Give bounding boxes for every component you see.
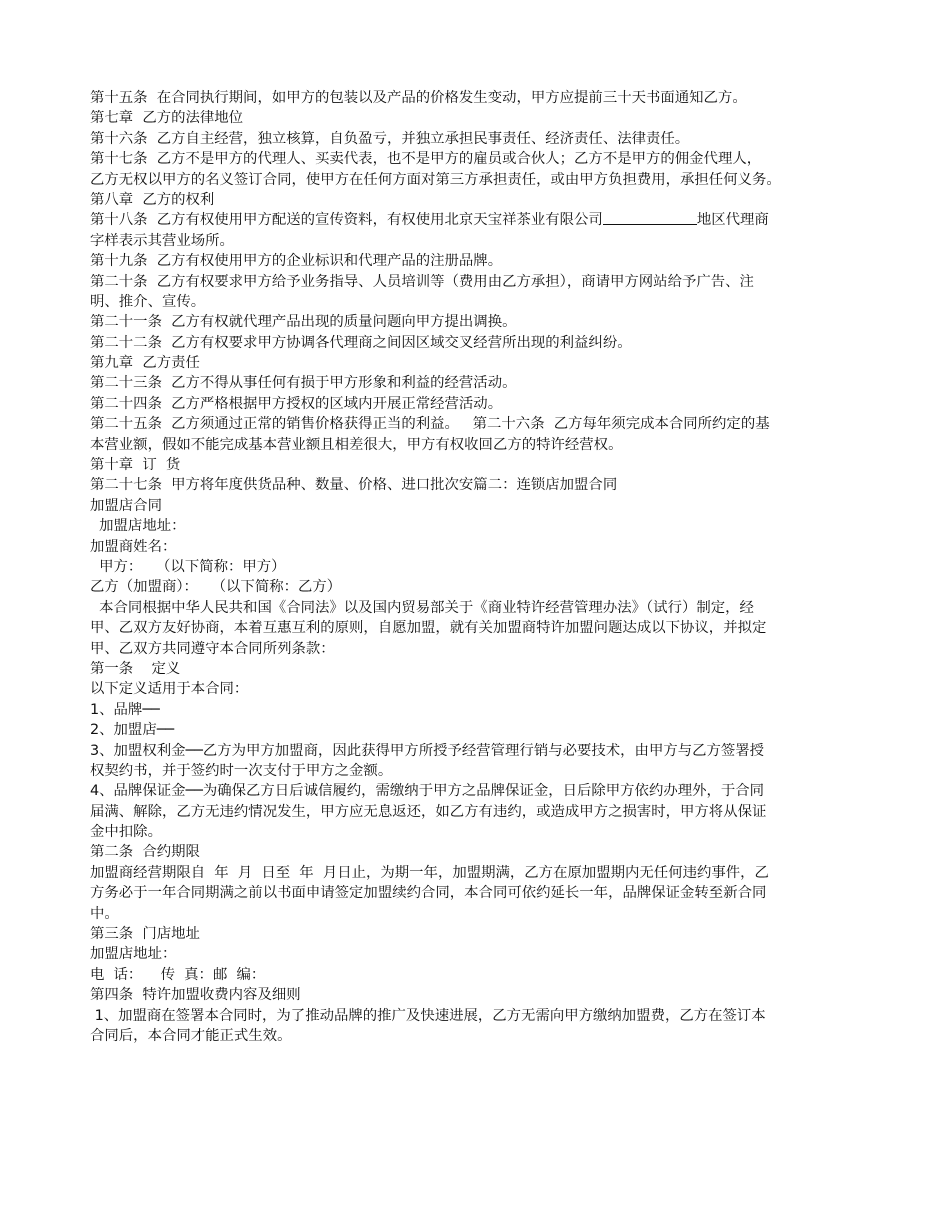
text-line: 中。 [90,905,119,922]
text-line: 加盟商经营期限自 年 月 日至 年 月日止，为期一年，加盟期满，乙方在原加盟期内无任何违约事件，乙 [90,864,769,881]
chapter-heading: 第十章 订 货 [90,457,181,474]
text-segment: 地区代理商 [696,212,769,229]
contract-document [90,88,870,1046]
text-line: 甲方： （以下简称：甲方） [90,558,286,575]
chapter-heading: 第八章 乙方的权利 [90,191,215,208]
text-line: 甲、乙双方共同遵守本合同所列条款： [90,640,335,657]
chapter-heading: 第七章 乙方的法律地位 [90,110,244,127]
text-line: 第二十二条 乙方有权要求甲方协调各代理商之间因区域交叉经营所出现的利益纠纷。 [90,334,632,351]
text-line: 乙方（加盟商）： （以下简称：乙方） [90,579,342,596]
text-line: 届满、解除，乙方无违约情况发生，甲方应无息返还，如乙方有违约，或造成甲方之损害时，甲方将从保证 [90,803,767,820]
text-line: 2、加盟店── [90,722,175,739]
article-heading: 第四条 特许加盟收费内容及细则 [90,987,301,1004]
text-line: 3、加盟权利金──乙方为甲方加盟商，因此获得甲方所授予经营管理行销与必要技术，由甲方与乙方签署授 [90,742,765,759]
text-line: 电 话： 传 真：邮 编： [90,966,266,983]
text-line: 加盟店地址： [90,946,177,963]
text-line: 第二十条 乙方有权要求甲方给予业务指导、人员培训等（费用由乙方承担），商请甲方网站给予广告、注 [90,273,754,290]
text-line: 第二十三条 乙方不得从事任何有损于甲方形象和利益的经营活动。 [90,375,517,392]
text-line: 第十五条 在合同执行期间，如甲方的包装以及产品的价格发生变动，甲方应提前三十天书面通知乙方。 [90,90,747,106]
text-line: 方务必于一年合同期满之前以书面申请签定加盟续约合同，本合同可依约延长一年，品牌保证金转至新合同 [90,885,767,902]
text-line: 字样表示其营业场所。 [90,232,234,249]
text-line: 以下定义适用于本合同： [90,681,249,698]
fill-in-blank [603,210,697,225]
text-line: 本营业额，假如不能完成基本营业额且相差很大，甲方有权收回乙方的特许经营权。 [90,436,623,453]
text-line: 4、品牌保证金──为确保乙方日后诚信履约，需缴纳于甲方之品牌保证金，日后除甲方依约办理外，于合同 [90,783,765,800]
text-line: 第二十五条 乙方须通过正常的销售价格获得正当的利益。 第二十六条 乙方每年须完成本合同所约定的基 [90,416,770,433]
text-line: 第二十四条 乙方严格根据甲方授权的区域内开展正常经营活动。 [90,395,503,412]
text-line: 加盟商姓名： [90,538,177,555]
text-segment: 第十八条 乙方有权使用甲方配送的宣传资料，有权使用北京天宝祥茶业有限公司 [90,212,603,229]
text-line: 金中扣除。 [90,824,162,841]
text-line: 权契约书，并于签约时一次支付于甲方之金额。 [90,762,393,779]
text-line: 第十九条 乙方有权使用甲方的企业标识和代理产品的注册品牌。 [90,253,503,270]
text-line: 第十七条 乙方不是甲方的代理人、买卖代表，也不是甲方的雇员或合伙人；乙方不是甲方的佣金代理人， [90,151,762,168]
text-line: 1、品牌── [90,701,160,718]
text-line: 1、加盟商在签署本合同时，为了推动品牌的推广及快速进展，乙方无需向甲方缴纳加盟费，乙方在签订本 [90,1007,766,1024]
text-line: 本合同根据中华人民共和国《合同法》以及国内贸易部关于《商业特许经营管理办法》（试行）制定，经 [90,599,754,616]
article-heading: 第二条 合约期限 [90,844,200,861]
text-line: 第十六条 乙方自主经营，独立核算，自负盈亏，并独立承担民事责任、经济责任、法律责任。 [90,130,690,147]
text-line: 第二十一条 乙方有权就代理产品出现的质量问题向甲方提出调换。 [90,314,517,331]
article-heading: 第三条 门店地址 [90,926,200,943]
text-line: 明、推介、宣传。 [90,293,206,310]
text-line: 第二十七条 甲方将年度供货品种、数量、价格、进口批次安篇二：连锁店加盟合同 [90,477,618,494]
text-line: 甲、乙双方友好协商，本着互惠互利的原则，自愿加盟，就有关加盟商特许加盟问题达成以下协议，并拟定 [90,620,767,637]
article-heading: 第一条 定义 [90,660,181,677]
text-line: 合同后，本合同才能正式生效。 [90,1027,292,1044]
document-title: 加盟店合同 [90,497,162,514]
text-line-with-blank [90,210,870,230]
text-line: 加盟店地址： [90,518,186,535]
text-line: 乙方无权以甲方的名义签订合同，使甲方在任何方面对第三方承担责任，或由甲方负担费用，承担任何义务。 [90,171,781,188]
chapter-heading: 第九章 乙方责任 [90,355,200,372]
